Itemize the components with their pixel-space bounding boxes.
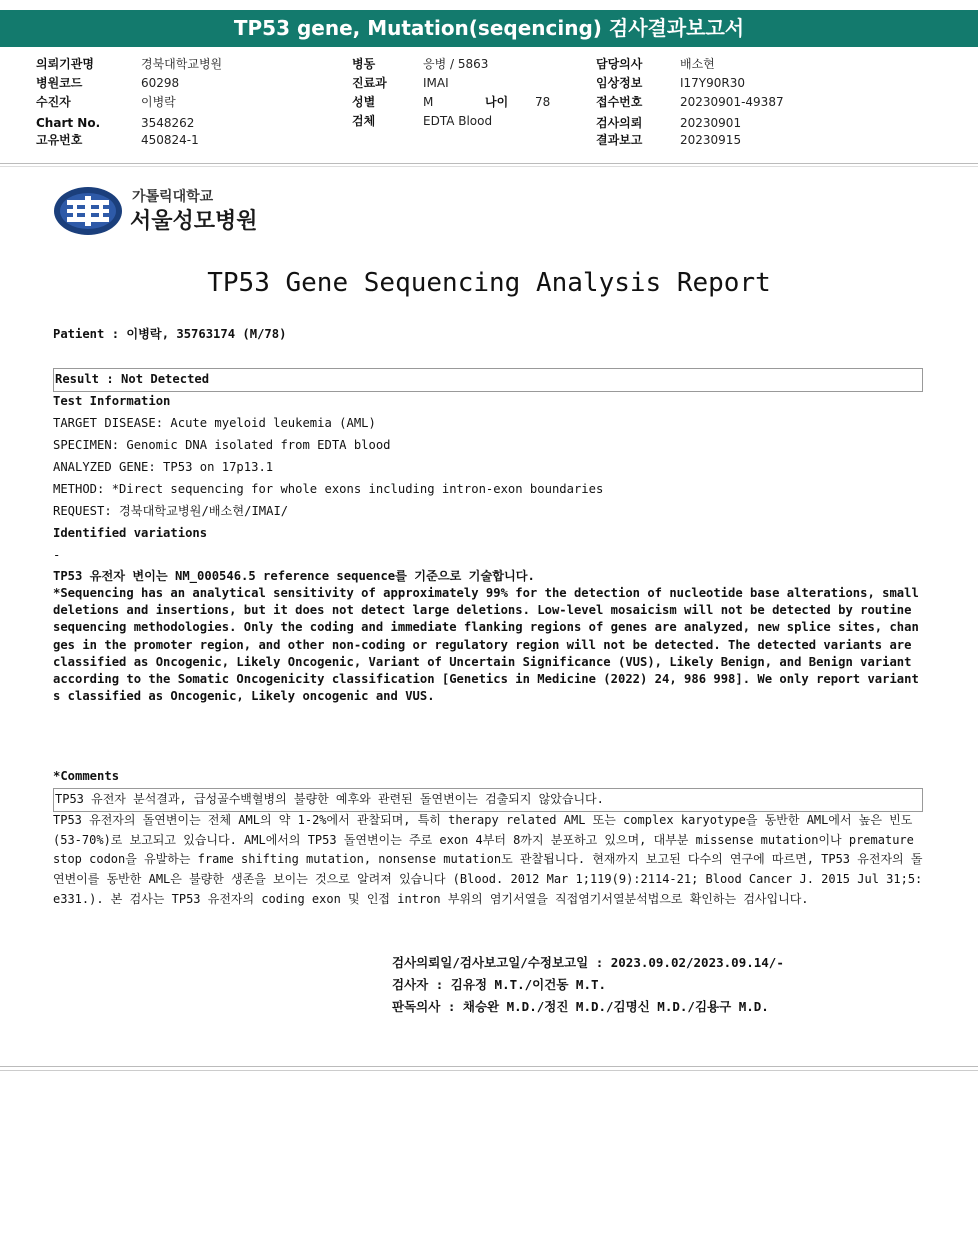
label-chart-no: Chart No. <box>36 116 101 130</box>
label-requesting-institution: 의뢰기관명 <box>36 57 94 71</box>
method: METHOD: *Direct sequencing for whole exons including intron-exon boundaries <box>53 482 604 496</box>
value-department: IMAI <box>423 76 449 90</box>
value-age: 78 <box>535 95 551 109</box>
value-result-report: 20230915 <box>680 133 742 147</box>
comment-summary: TP53 유전자 분석결과, 급성골수백혈병의 불량한 예후와 관련된 돌연변이는 검출되지 않았습니다. <box>55 792 604 806</box>
report-dates: 검사의뢰일/검사보고일/수정보고일 : 2023.09.02/2023.09.14/- <box>392 955 784 970</box>
label-ward: 병동 <box>352 57 376 71</box>
identified-variations-heading: Identified variations <box>53 526 208 540</box>
label-specimen: 검체 <box>352 114 376 128</box>
value-clinical-info: I17Y90R30 <box>680 76 746 90</box>
value-hospital-code: 60298 <box>141 76 180 90</box>
value-ward: 응병 / 5863 <box>423 57 489 71</box>
label-result-report: 결과보고 <box>596 133 643 147</box>
patient-line: Patient : 이병락, 35763174 (M/78) <box>53 327 287 341</box>
footer-divider <box>0 1066 978 1067</box>
identified-variations-value: - <box>53 548 61 562</box>
request: REQUEST: 경북대학교병원/배소현/IMAI/ <box>53 504 289 518</box>
value-requesting-institution: 경북대학교병원 <box>141 57 223 71</box>
label-department: 진료과 <box>352 76 387 90</box>
sensitivity-disclaimer: *Sequencing has an analytical sensitivity of approximately 99% for the detection of nucleotide base alterations, small deletions and insertions, but it does not detect large deletions. Low-level mosaicism will not be detected by routine sequencing methodologies. Only the coding and immediate flanking regions of genes are analyzed, new splice sites, changes in the promoter region, and other non-coding or regulatory region will not be detected. The detected variants are classified as Oncogenic, Likely Oncogenic, Variant of Uncertain Significance (VUS), Likely Benign, and Benign variant according to the Somatic Oncogenicity classification [Genetics in Medicine (2022) 24, 986 998]. We only report variants classified as Oncogenic, Likely oncogenic and VUS. <box>53 586 927 704</box>
label-unique-no: 고유번호 <box>36 133 83 147</box>
report-title-bar: TP53 gene, Mutation(seqencing) 검사결과보고서 <box>0 10 978 47</box>
value-unique-no: 450824-1 <box>141 133 199 147</box>
header-divider-2 <box>0 166 978 167</box>
reader-line: 판독의사 : 채승완 M.D./정진 M.D./김명신 M.D./김용구 M.D. <box>392 999 769 1014</box>
value-test-request: 20230901 <box>680 116 742 130</box>
test-information-heading: Test Information <box>53 394 171 408</box>
result-text: Result : Not Detected <box>55 372 210 386</box>
comment-body: TP53 유전자의 돌연변이는 전체 AML의 약 1-2%에서 관찰되며, 특히 therapy related AML 또는 complex karyotype을 동반한 AML에서 높은 빈도(53-70%)로 보고되고 있습니다. AML에서의 TP53 돌연변이는 주로 exon 4부터 8까지 분포하고 있으며, 대부분 missense mutation이나 premature stop codon을 유발하는 frame shifting mutation, nonsense mutation도 관찰됩니다. 현재까지 보고된 다수의 연구에 따르면, TP53 유전자의 돌연변이를 동반한 AML은 불량한 생존을 보이는 것으로 알려져 있습니다 (Blood. 2012 Mar 1;119(9):2114-21; Blood Cancer J. 2015 Jul 31;5:e331.). 본 검사는 TP53 유전자의 coding exon 및 인접 intron 부위의 염기서열을 직접염기서열분석법으로 확인하는 검사입니다. <box>53 813 923 906</box>
label-sex: 성별 <box>352 95 376 109</box>
label-clinical-info: 임상정보 <box>596 76 643 90</box>
comments-heading: *Comments <box>53 769 120 783</box>
label-patient: 수진자 <box>36 95 71 109</box>
report-title: TP53 Gene Sequencing Analysis Report <box>207 268 771 298</box>
tester-line: 검사자 : 김유정 M.T./이건동 M.T. <box>392 977 607 992</box>
value-chart-no: 3548262 <box>141 116 195 130</box>
logo-university-name: 가톨릭대학교 <box>132 189 214 205</box>
label-test-request: 검사의뢰 <box>596 116 643 130</box>
value-patient: 이병락 <box>141 95 176 109</box>
label-doctor: 담당의사 <box>596 57 643 71</box>
analyzed-gene: ANALYZED GENE: TP53 on 17p13.1 <box>53 460 274 474</box>
target-disease: TARGET DISEASE: Acute myeloid leukemia (AML) <box>53 416 376 430</box>
label-receipt-no: 접수번호 <box>596 95 643 109</box>
hospital-logo-emblem <box>53 186 123 240</box>
specimen: SPECIMEN: Genomic DNA isolated from EDTA blood <box>53 438 391 452</box>
label-age: 나이 <box>485 95 509 109</box>
footer-divider-2 <box>0 1070 978 1071</box>
header-divider <box>0 163 978 164</box>
value-sex: M <box>423 95 434 109</box>
value-receipt-no: 20230901-49387 <box>680 95 784 109</box>
label-hospital-code: 병원코드 <box>36 76 83 90</box>
reference-note: TP53 유전자 변이는 NM_000546.5 reference sequence를 기준으로 기술합니다. <box>53 569 535 583</box>
value-doctor: 배소현 <box>680 57 715 71</box>
logo-hospital-name: 서울성모병원 <box>130 209 258 234</box>
value-specimen: EDTA Blood <box>423 114 493 128</box>
